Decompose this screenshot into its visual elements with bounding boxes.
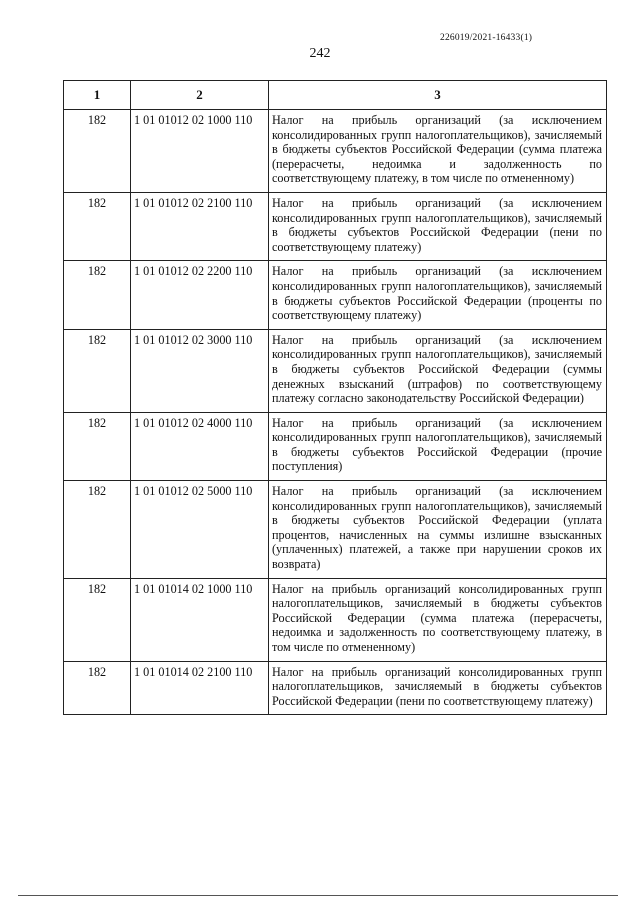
- table-row: [64, 329, 607, 412]
- budget-code-cell: 1 01 01012 02 4000 110: [131, 412, 269, 480]
- budget-code-cell: 1 01 01014 02 2100 110: [131, 661, 269, 715]
- page-bottom-rule: [18, 895, 618, 896]
- revenue-name-cell: Налог на прибыль организаций (за исключением консолидированных групп налогоплательщиков), зачисляемый в бюджеты субъектов Российской Федерации (прочие поступления): [269, 412, 607, 480]
- admin-code-cell: 182: [64, 412, 131, 480]
- table-row: [64, 110, 607, 193]
- budget-codes-table: [63, 80, 607, 715]
- revenue-name-cell: Налог на прибыль организаций (за исключением консолидированных групп налогоплательщиков), зачисляемый в бюджеты субъектов Российской Федерации (пени по соответствующему платежу): [269, 192, 607, 260]
- column-header: 3: [269, 81, 607, 110]
- table-row: [64, 192, 607, 260]
- admin-code-cell: 182: [64, 329, 131, 412]
- admin-code-cell: 182: [64, 192, 131, 260]
- document-registration-number: 226019/2021-16433(1): [440, 33, 533, 43]
- table-row: [64, 481, 607, 579]
- admin-code-cell: 182: [64, 661, 131, 715]
- budget-code-cell: 1 01 01014 02 1000 110: [131, 578, 269, 661]
- admin-code-cell: 182: [64, 578, 131, 661]
- admin-code-cell: 182: [64, 261, 131, 329]
- table-row: [64, 578, 607, 661]
- revenue-name-cell: Налог на прибыль организаций (за исключением консолидированных групп налогоплательщиков), зачисляемый в бюджеты субъектов Российской Федерации (сумма платежа (перерасчеты, недоимка и задолженность по соответствующему платежу, в том числе по отмененному): [269, 110, 607, 193]
- revenue-name-cell: Налог на прибыль организаций консолидированных групп налогоплательщиков, зачисляемый в бюджеты субъектов Российской Федерации (сумма платежа (перерасчеты, недоимка и задолженность по соответствующему платежу, в том числе по отмененному): [269, 578, 607, 661]
- budget-code-cell: 1 01 01012 02 1000 110: [131, 110, 269, 193]
- budget-code-cell: 1 01 01012 02 5000 110: [131, 481, 269, 579]
- table-row: [64, 412, 607, 480]
- table-row: [64, 661, 607, 715]
- admin-code-cell: 182: [64, 481, 131, 579]
- table-row: [64, 261, 607, 329]
- revenue-name-cell: Налог на прибыль организаций (за исключением консолидированных групп налогоплательщиков), зачисляемый в бюджеты субъектов Российской Федерации (проценты по соответствующему платежу): [269, 261, 607, 329]
- revenue-name-cell: Налог на прибыль организаций (за исключением консолидированных групп налогоплательщиков), зачисляемый в бюджеты субъектов Российской Федерации (суммы денежных взысканий (штрафов) по соответствующему платежу согласно законодательству Российской Федерации): [269, 329, 607, 412]
- revenue-name-cell: Налог на прибыль организаций консолидированных групп налогоплательщиков, зачисляемый в бюджеты субъектов Российской Федерации (пени по соответствующему платежу): [269, 661, 607, 715]
- column-header: 2: [131, 81, 269, 110]
- budget-code-cell: 1 01 01012 02 2200 110: [131, 261, 269, 329]
- table-header-row: [64, 81, 607, 110]
- revenue-name-cell: Налог на прибыль организаций (за исключением консолидированных групп налогоплательщиков), зачисляемый в бюджеты субъектов Российской Федерации (уплата процентов, начисленных на суммы излишне взысканных (уплаченных) платежей, а также при нарушении сроков их возврата): [269, 481, 607, 579]
- page-number: 242: [309, 46, 331, 61]
- admin-code-cell: 182: [64, 110, 131, 193]
- budget-code-cell: 1 01 01012 02 2100 110: [131, 192, 269, 260]
- budget-code-cell: 1 01 01012 02 3000 110: [131, 329, 269, 412]
- column-header: 1: [64, 81, 131, 110]
